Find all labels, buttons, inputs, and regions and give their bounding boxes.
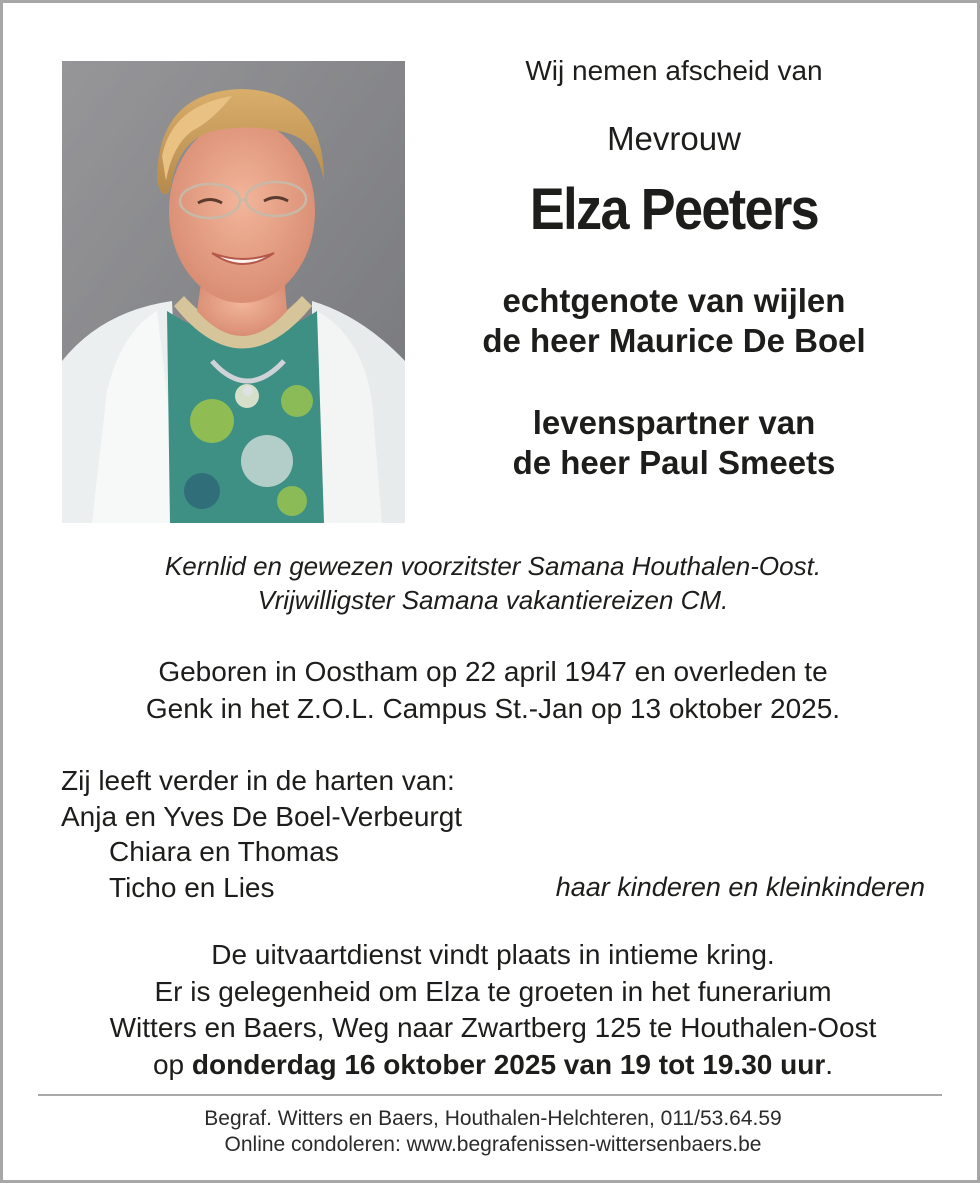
header-block [443,51,905,483]
service-line2: Er is gelegenheid om Elza te groeten in het funerarium [154,975,832,1007]
service-line4-suffix: . [825,1048,834,1080]
birth-line1: Geboren in Oostham op 22 april 1947 en overleden te [158,656,828,687]
survivors-block [61,763,931,905]
service-datetime: donderdag 16 oktober 2025 van 19 tot 19.30 uur [191,1048,826,1080]
intro-text: Wij nemen afscheid van [525,55,823,86]
service-line4-prefix: op [152,1048,192,1080]
footer-block [43,1106,943,1158]
roles-line1: Kernlid en gewezen voorzitster Samana Houthalen-Oost. [164,551,822,581]
survivors-relation: haar kinderen en kleinkinderen [555,872,925,902]
online-condolence-link[interactable]: Online condoleren: www.begrafenissen-wittersenbaers.be [224,1133,762,1156]
partner-relation-line1: levenspartner van [532,404,816,441]
survivor-name: Chiara en Thomas [109,836,339,867]
spouse-relation [443,281,905,361]
spouse-relation-line1: echtgenote van wijlen [502,282,846,319]
roles-block [43,549,943,617]
partner-relation [443,403,905,483]
portrait-photo [62,61,405,523]
service-line4 [23,1047,963,1084]
roles-line2: Vrijwilligster Samana vakantiereizen CM. [257,585,729,615]
deceased-name: Elza Peeters [529,177,819,242]
survivor-name: Anja en Yves De Boel-Verbeurgt [61,800,463,832]
birth-death-block [43,653,943,727]
footer-divider [38,1094,942,1096]
birth-line2: Genk in het Z.O.L. Campus St.-Jan op 13 oktober 2025. [145,693,841,724]
service-line3: Witters en Baers, Weg naar Zwartberg 125 te Houthalen-Oost [109,1012,877,1043]
service-line1: De uitvaartdienst vindt plaats in intieme kring. [211,939,775,970]
spouse-relation-line2: de heer Maurice De Boel [482,322,866,359]
funeral-home-contact: Begraf. Witters en Baers, Houthalen-Helchteren, 011/53.64.59 [204,1107,782,1130]
service-block [23,937,963,1083]
survivor-name: Ticho en Lies [109,871,275,903]
salutation: Mevrouw [607,120,741,157]
survivors-intro: Zij leeft verder in de harten van: [61,765,455,796]
partner-relation-line2: de heer Paul Smeets [512,444,836,481]
